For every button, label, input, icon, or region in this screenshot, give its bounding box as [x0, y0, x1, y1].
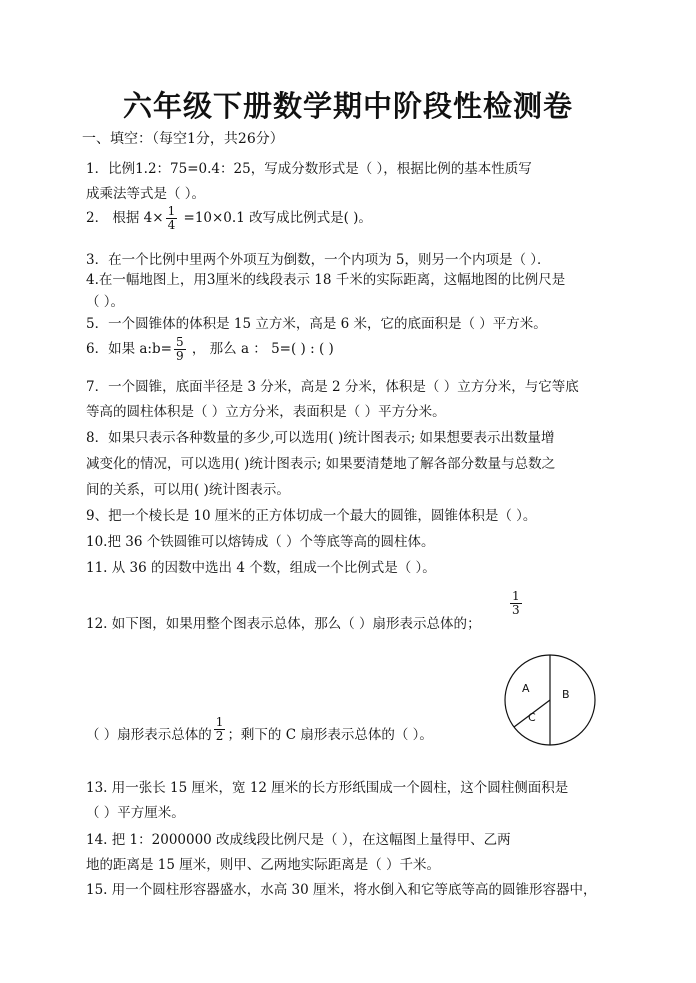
fraction-denominator: 2 — [215, 729, 224, 743]
question-4-line-1: 4.在一幅地图上，用3厘米的线段表示 18 千米的实际距离，这幅地图的比例尺是 — [86, 272, 566, 288]
question-9: 9、把一个棱长是 10 厘米的正方体切成一个最大的圆锥，圆锥体积是（ ）。 — [86, 508, 537, 524]
question-12-line-1 — [86, 612, 481, 632]
question-13-line-1: 13. 用一张长 15 厘米，宽 12 厘米的长方形纸围成一个圆柱，这个圆柱侧面积是 — [86, 780, 569, 796]
question-6-text-pre: 6．如果 a:b= — [86, 341, 172, 357]
question-8-line-3: 间的关系，可以用( )统计图表示。 — [86, 482, 290, 498]
fraction-numerator: 1 — [512, 589, 520, 603]
fraction-one-third — [510, 590, 522, 617]
page-title: 六年级下册数学期中阶段性检测卷 — [122, 89, 573, 123]
question-2 — [86, 205, 372, 232]
question-2-text-pre: 2． 根据 4× — [86, 210, 164, 226]
pie-label-a: A — [522, 682, 530, 695]
fraction-one-half — [214, 716, 226, 743]
question-5: 5．一个圆锥体的体积是 15 立方米，高是 6 米，它的底面积是（ ）平方米。 — [86, 316, 547, 332]
question-6 — [86, 336, 334, 363]
pie-diagram — [500, 650, 600, 750]
question-8-line-2: 减变化的情况，可以选用( )统计图表示; 如果要清楚地了解各部分数量与总数之 — [86, 456, 556, 472]
question-8-line-1: 8．如果只表示各种数量的多少,可以选用( )统计图表示; 如果想要表示出数量增 — [86, 430, 555, 446]
fraction-denominator: 9 — [175, 349, 184, 363]
question-12-line-2 — [86, 716, 433, 743]
question-14-line-1: 14. 把 1：2000000 改成线段比例尺是（ ），在这幅图上量得甲、乙两 — [86, 832, 511, 848]
question-14-line-2: 地的距离是 15 厘米，则甲、乙两地实际距离是（ ）千米。 — [86, 857, 441, 873]
pie-label-c: C — [528, 711, 536, 724]
fraction-denominator: 4 — [167, 218, 176, 232]
question-4-line-2: （ ）。 — [86, 294, 125, 310]
question-15: 15. 用一个圆柱形容器盛水，水高 30 厘米，将水倒入和它等底等高的圆锥形容器中， — [86, 882, 597, 898]
question-7-line-1: 7．一个圆锥，底面半径是 3 分米，高是 2 分米，体积是（ ）立方分米，与它等底 — [86, 379, 579, 395]
question-1-line-1: 1．比例1.2：75=0.4：25，写成分数形式是（ ），根据比例的基本性质写 — [86, 161, 532, 177]
fraction-numerator: 1 — [167, 204, 176, 218]
question-1-line-2: 成乘法等式是（ ）。 — [86, 186, 206, 202]
section-heading: 一、填空：（每空1分，共26分） — [82, 131, 284, 147]
fraction-numerator: 5 — [175, 335, 184, 349]
fraction-numerator: 1 — [215, 715, 224, 729]
fraction-one-quarter — [166, 205, 178, 232]
question-10: 10.把 36 个铁圆锥可以熔铸成（ ）个等底等高的圆柱体。 — [86, 534, 435, 550]
question-13-line-2: （ ）平方厘米。 — [86, 805, 185, 821]
question-7-line-2: 等高的圆柱体积是（ ）立方分米，表面积是（ ）平方分米。 — [86, 404, 446, 420]
pie-label-b: B — [562, 688, 570, 701]
question-3: 3．在一个比例中里两个外项互为倒数，一个内项为 5，则另一个内项是（ ）． — [86, 252, 551, 268]
question-2-text-post: =10×0.1 改写成比例式是( )。 — [179, 210, 372, 226]
fraction-denominator: 3 — [512, 603, 520, 617]
question-12-line-2-pre: （ ）扇形表示总体的 — [86, 727, 212, 743]
question-11: 11. 从 36 的因数中选出 4 个数，组成一个比例式是（ ）。 — [86, 560, 436, 576]
question-12-text-post: ； — [467, 616, 481, 632]
question-6-text-post: ， 那么 a ： 5=( ) : ( ) — [187, 341, 334, 357]
question-12-line-2-post: ；剩下的 C 扇形表示总体的（ ）。 — [227, 727, 433, 743]
fraction-five-ninths — [174, 336, 186, 363]
question-12-text-pre: 12. 如下图，如果用整个图表示总体，那么（ ）扇形表示总体的 — [86, 616, 468, 632]
